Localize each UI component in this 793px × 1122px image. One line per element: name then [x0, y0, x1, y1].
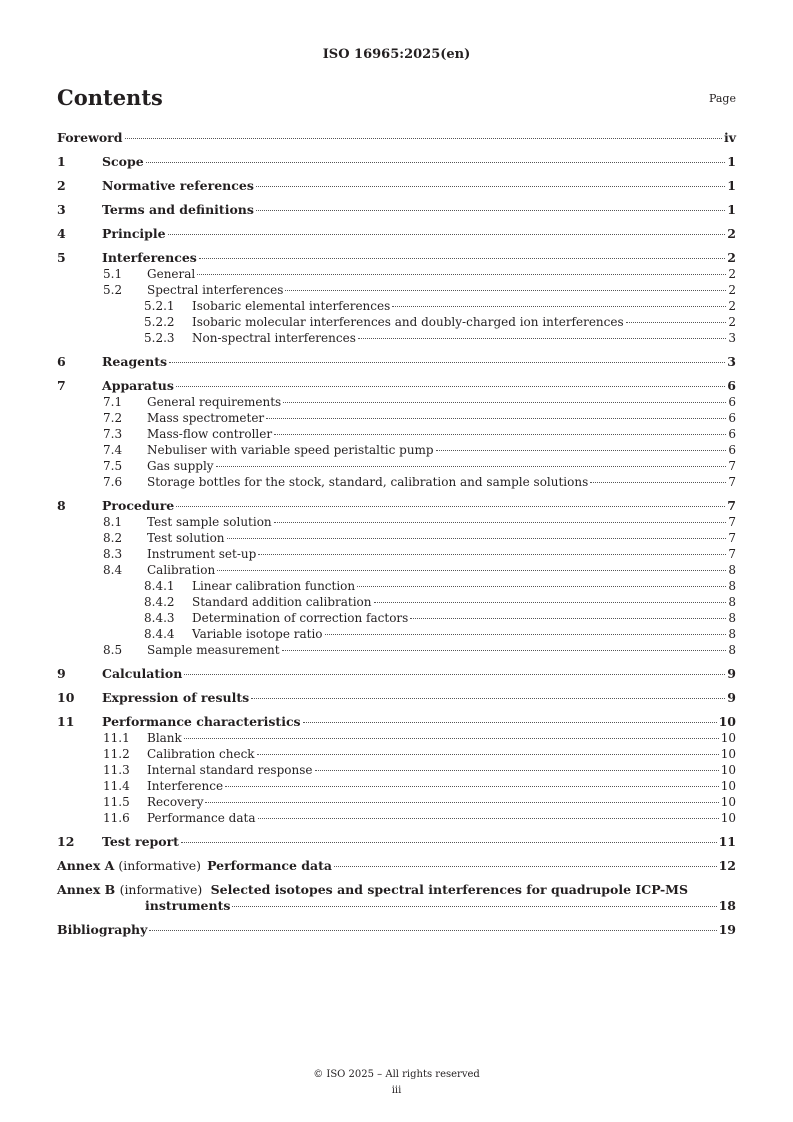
dot-leader — [256, 186, 725, 187]
toc-num: 5.1 — [103, 267, 123, 281]
toc-num: 5 — [57, 250, 66, 265]
toc-page: 7 — [728, 515, 736, 529]
toc-num: 11.5 — [103, 795, 130, 809]
toc-num: 7.3 — [103, 427, 123, 441]
dot-leader — [225, 786, 719, 787]
toc-num: 7.6 — [103, 475, 123, 489]
toc-title: Isobaric molecular interferences and doubly-charged ion interferences — [192, 315, 624, 329]
dot-leader — [285, 290, 726, 291]
toc-entry-calculation[interactable] — [57, 666, 736, 682]
dot-leader — [169, 362, 725, 363]
dot-leader — [266, 418, 726, 419]
toc-num: 11.3 — [103, 763, 130, 777]
toc-num: 7.4 — [103, 443, 123, 457]
toc-entry[interactable] — [57, 810, 736, 826]
toc-entry-apparatus[interactable] — [57, 378, 736, 394]
toc-title: Non-spectral interferences — [192, 331, 356, 345]
toc-num: 7.2 — [103, 411, 123, 425]
toc-title: Scope — [102, 154, 144, 169]
toc-num: 5.2.3 — [144, 331, 175, 345]
dot-leader — [184, 738, 719, 739]
toc-num: 11.2 — [103, 747, 130, 761]
toc-num: 11.4 — [103, 779, 130, 793]
dot-leader — [197, 274, 726, 275]
toc-title: Blank — [147, 731, 182, 745]
toc-page: 6 — [727, 378, 736, 393]
toc-num: 8.4.2 — [144, 595, 175, 609]
annex-type: (informative) — [118, 858, 202, 873]
toc-page: 10 — [720, 779, 736, 793]
toc-title: Gas supply — [147, 459, 214, 473]
dot-leader — [358, 338, 727, 339]
dot-leader — [315, 770, 719, 771]
toc-page: 8 — [728, 595, 736, 609]
toc-page: 10 — [720, 747, 736, 761]
toc-num: 7.5 — [103, 459, 123, 473]
toc-entry[interactable] — [57, 730, 736, 746]
toc-entry-isobaric-molecular[interactable] — [57, 314, 736, 330]
dot-leader — [590, 482, 726, 483]
toc-page: 6 — [728, 411, 736, 425]
toc-num: 11.1 — [103, 731, 130, 745]
dot-leader — [232, 906, 716, 907]
toc-entry[interactable] — [57, 458, 736, 474]
dot-leader — [283, 402, 726, 403]
toc-entry[interactable] — [57, 562, 736, 578]
toc-entry-reagents[interactable] — [57, 354, 736, 370]
toc-entry-performance-characteristics[interactable] — [57, 714, 736, 730]
toc-num: 8.2 — [103, 531, 123, 545]
toc-page: 8 — [728, 643, 736, 657]
toc-entry[interactable] — [57, 626, 736, 642]
document-id: ISO 16965:2025(en) — [322, 47, 471, 62]
dot-leader — [334, 866, 717, 867]
toc-entry-foreword[interactable] — [57, 130, 736, 146]
toc-entry-test-report[interactable] — [57, 834, 736, 850]
toc-page: 10 — [718, 714, 736, 729]
toc-entry-interferences[interactable] — [57, 250, 736, 266]
toc-page: 9 — [727, 690, 736, 705]
toc-entry[interactable] — [57, 642, 736, 658]
toc-page: 7 — [727, 498, 736, 513]
toc-num: 2 — [57, 178, 66, 193]
toc-num: 1 — [57, 154, 66, 169]
dot-leader — [282, 650, 727, 651]
toc-entry[interactable] — [57, 746, 736, 762]
dot-leader — [436, 450, 727, 451]
toc-page: 2 — [727, 226, 736, 241]
toc-entry[interactable] — [57, 394, 736, 410]
toc-title: Performance characteristics — [102, 714, 301, 729]
toc-entry[interactable] — [57, 442, 736, 458]
toc-page: 10 — [720, 731, 736, 745]
toc-page: iv — [723, 130, 736, 145]
toc-title: Linear calibration function — [192, 579, 356, 593]
toc-title: Mass-flow controller — [147, 427, 273, 441]
toc-num: 3 — [57, 202, 66, 217]
toc-page: 6 — [728, 395, 736, 409]
toc-entry[interactable] — [57, 794, 736, 810]
toc-page: 2 — [728, 267, 736, 281]
toc-title: Foreword — [57, 130, 123, 145]
toc-page: 10 — [720, 763, 736, 777]
toc-title: Storage bottles for the stock, standard, calibration and sample solutions — [147, 475, 589, 489]
toc-title: Procedure — [102, 498, 175, 513]
annex-type: (informative) — [119, 882, 203, 897]
toc-page: 7 — [728, 459, 736, 473]
toc-page: 1 — [727, 202, 736, 217]
toc-entry-spectral-interferences[interactable] — [57, 282, 736, 298]
dot-leader — [251, 698, 725, 699]
dot-leader — [274, 522, 727, 523]
toc-title: Performance data — [147, 811, 256, 825]
toc-page: 7 — [728, 531, 736, 545]
toc-entry[interactable] — [57, 546, 736, 562]
toc-title: Internal standard response — [147, 763, 313, 777]
dot-leader — [146, 162, 726, 163]
toc-title: Calculation — [102, 666, 183, 681]
dot-leader — [205, 802, 718, 803]
toc-entry[interactable] — [57, 762, 736, 778]
toc-title: Reagents — [102, 354, 168, 369]
toc-title: Variable isotope ratio — [192, 627, 323, 641]
toc-page: 1 — [727, 178, 736, 193]
dot-leader — [357, 586, 726, 587]
dot-leader — [274, 434, 726, 435]
toc-num: 5.2.1 — [144, 299, 175, 313]
toc-page: 8 — [728, 627, 736, 641]
table-of-contents — [57, 130, 736, 938]
page-footer — [0, 1067, 793, 1099]
toc-entry-bibliography[interactable] — [57, 922, 736, 938]
toc-num: 8.4.1 — [144, 579, 175, 593]
toc-entry-annex-a[interactable] — [57, 858, 736, 874]
toc-page: 8 — [728, 611, 736, 625]
toc-title: Calibration — [147, 563, 216, 577]
dot-leader — [227, 538, 727, 539]
toc-num: 8.3 — [103, 547, 123, 561]
toc-entry-scope[interactable] — [57, 154, 736, 170]
toc-entry-isobaric-elemental[interactable] — [57, 298, 736, 314]
toc-title: Bibliography — [57, 922, 148, 937]
toc-title: Isobaric elemental interferences — [192, 299, 391, 313]
toc-title: Sample measurement — [147, 643, 280, 657]
dot-leader — [410, 618, 726, 619]
toc-entry-general[interactable] — [57, 266, 736, 282]
dot-leader — [184, 674, 725, 675]
toc-page: 1 — [727, 154, 736, 169]
toc-entry-principle[interactable] — [57, 226, 736, 242]
toc-entry[interactable] — [57, 594, 736, 610]
toc-entry[interactable] — [57, 410, 736, 426]
toc-title: Performance data — [207, 858, 333, 873]
toc-title: Selected isotopes and spectral interferences for quadrupole ICP-MS — [210, 882, 688, 897]
toc-title: Apparatus — [102, 378, 174, 393]
dot-leader — [181, 842, 717, 843]
toc-num: 12 — [57, 834, 75, 849]
toc-page: 19 — [718, 922, 736, 937]
toc-title: Normative references — [102, 178, 254, 193]
toc-page: 2 — [728, 299, 736, 313]
toc-num: 10 — [57, 690, 75, 705]
toc-title: General — [147, 267, 196, 281]
toc-num: 9 — [57, 666, 66, 681]
toc-entry[interactable] — [57, 474, 736, 490]
toc-num: 8.4.4 — [144, 627, 175, 641]
dot-leader — [217, 570, 726, 571]
dot-leader — [325, 634, 727, 635]
toc-entry[interactable] — [57, 578, 736, 594]
toc-num: 8.5 — [103, 643, 123, 657]
toc-num: 8.4 — [103, 563, 123, 577]
toc-page: 3 — [728, 331, 736, 345]
toc-num: 6 — [57, 354, 66, 369]
annex-label: Annex B — [57, 882, 116, 897]
toc-page: 2 — [728, 283, 736, 297]
annex-label: Annex A — [57, 858, 115, 873]
toc-page: 2 — [728, 315, 736, 329]
toc-entry-expression-of-results[interactable] — [57, 690, 736, 706]
toc-page: 8 — [728, 563, 736, 577]
toc-num: 5.2.2 — [144, 315, 175, 329]
toc-page: 18 — [718, 898, 736, 913]
toc-num: 8.4.3 — [144, 611, 175, 625]
toc-entry[interactable] — [57, 514, 736, 530]
toc-page: 10 — [720, 795, 736, 809]
toc-page: 7 — [728, 475, 736, 489]
toc-entry[interactable] — [57, 778, 736, 794]
dot-leader — [303, 722, 717, 723]
toc-page: 6 — [728, 427, 736, 441]
dot-leader — [392, 306, 726, 307]
toc-title: Test report — [102, 834, 179, 849]
dot-leader — [374, 602, 727, 603]
toc-entry-normative-references[interactable] — [57, 178, 736, 194]
toc-entry-terms-and-definitions[interactable] — [57, 202, 736, 218]
dot-leader — [216, 466, 727, 467]
toc-title: Instrument set-up — [147, 547, 257, 561]
toc-title: Calibration check — [147, 747, 255, 761]
toc-title: Nebuliser with variable speed peristaltic pump — [147, 443, 434, 457]
toc-entry-procedure[interactable] — [57, 498, 736, 514]
toc-title: Test sample solution — [147, 515, 272, 529]
toc-num: 5.2 — [103, 283, 123, 297]
copyright-notice: © ISO 2025 – All rights reserved — [313, 1069, 480, 1080]
toc-entry-non-spectral[interactable] — [57, 330, 736, 346]
toc-page: 11 — [718, 834, 736, 849]
page-number: iii — [391, 1085, 402, 1096]
toc-entry[interactable] — [57, 530, 736, 546]
toc-num: 7 — [57, 378, 66, 393]
toc-page: 7 — [728, 547, 736, 561]
toc-title: Interferences — [102, 250, 197, 265]
dot-leader — [176, 506, 725, 507]
toc-entry-annex-b[interactable] — [57, 882, 736, 914]
toc-page: 2 — [727, 250, 736, 265]
toc-num: 8 — [57, 498, 66, 513]
toc-page: 3 — [727, 354, 736, 369]
toc-title: Expression of results — [102, 690, 250, 705]
toc-num: 8.1 — [103, 515, 123, 529]
toc-title: Interference — [147, 779, 224, 793]
dot-leader — [258, 818, 719, 819]
toc-title: Spectral interferences — [147, 283, 284, 297]
page-column-label: Page — [708, 92, 736, 105]
dot-leader — [125, 138, 722, 139]
toc-title: Recovery — [147, 795, 204, 809]
dot-leader — [168, 234, 726, 235]
contents-heading: Contents — [57, 85, 163, 110]
toc-num: 7.1 — [103, 395, 123, 409]
toc-entry[interactable] — [57, 426, 736, 442]
toc-title-continued: instruments — [145, 898, 231, 913]
toc-page: 10 — [720, 811, 736, 825]
toc-entry[interactable] — [57, 610, 736, 626]
toc-num: 11.6 — [103, 811, 130, 825]
dot-leader — [257, 754, 719, 755]
toc-title: Mass spectrometer — [147, 411, 265, 425]
toc-page: 6 — [728, 443, 736, 457]
toc-title: General requirements — [147, 395, 282, 409]
toc-page: 9 — [727, 666, 736, 681]
toc-num: 11 — [57, 714, 75, 729]
toc-num: 4 — [57, 226, 66, 241]
dot-leader — [256, 210, 725, 211]
toc-title: Test solution — [147, 531, 225, 545]
toc-title: Principle — [102, 226, 166, 241]
dot-leader — [626, 322, 727, 323]
toc-title: Terms and definitions — [102, 202, 254, 217]
toc-page: 12 — [718, 858, 736, 873]
dot-leader — [176, 386, 725, 387]
toc-page: 8 — [728, 579, 736, 593]
toc-title: Determination of correction factors — [192, 611, 409, 625]
dot-leader — [149, 930, 716, 931]
toc-title: Standard addition calibration — [192, 595, 372, 609]
dot-leader — [199, 258, 725, 259]
dot-leader — [258, 554, 726, 555]
